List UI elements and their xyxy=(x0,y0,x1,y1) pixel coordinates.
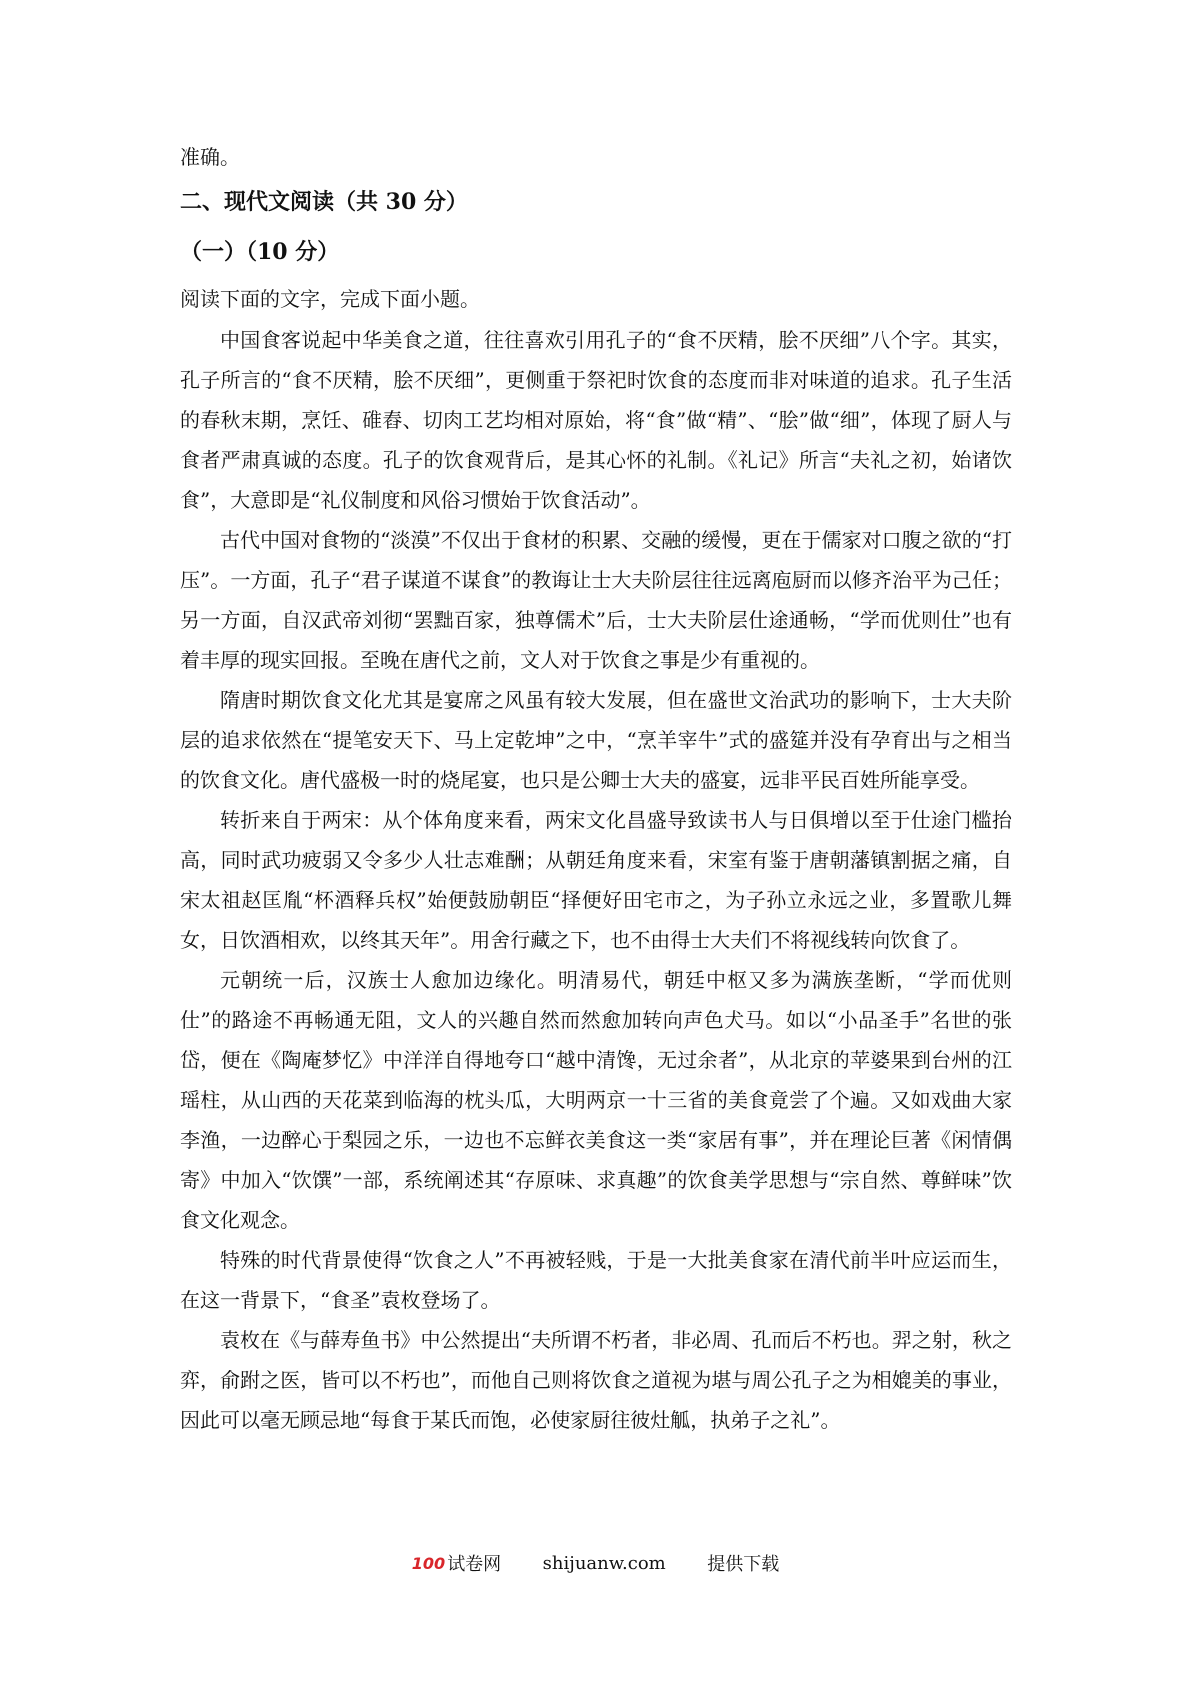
paragraph-3: 隋唐时期饮食文化尤其是宴席之风虽有较大发展，但在盛世文治武功的影响下，士大夫阶层的追求依然在“提笔安天下、马上定乾坤”之中，“烹羊宰牛”式的盛筵并没有孕育出与之相当的饮食文化。唐代盛极一时的烧尾宴，也只是公卿士大夫的盛宴，远非平民百姓所能享受。 xyxy=(180,688,1012,792)
subsection-title: （一）（10 分） xyxy=(180,239,340,265)
paragraph-6: 特殊的时代背景使得“饮食之人”不再被轻贱，于是一大批美食家在清代前半叶应运而生，在这一背景下，“食圣”袁枚登场了。 xyxy=(180,1248,1012,1312)
instruction: 阅读下面的文字，完成下面小题。 xyxy=(180,287,480,311)
paragraph-2: 古代中国对食物的“淡漠”不仅出于食材的积累、交融的缓慢，更在于儒家对口腹之欲的“打压”。一方面，孔子“君子谋道不谋食”的教诲让士大夫阶层往往远离庖厨而以修齐治平为己任；另一方面，自汉武帝刘彻“罢黜百家，独尊儒术”后，士大夫阶层仕途通畅，“学而优则仕”也有着丰厚的现实回报。至晚在唐代之前，文人对于饮食之事是少有重视的。 xyxy=(180,528,1012,672)
paragraph-4: 转折来自于两宋：从个体角度来看，两宋文化昌盛导致读书人与日俱增以至于仕途门槛抬高，同时武功疲弱又令多少人壮志难酬；从朝廷角度来看，宋室有鉴于唐朝藩镇割据之痛，自宋太祖赵匡胤“杯酒释兵权”始便鼓励朝臣“择便好田宅市之，为子孙立永远之业，多置歌儿舞女，日饮酒相欢，以终其天年”。用舍行藏之下，也不由得士大夫们不将视线转向饮食了。 xyxy=(180,808,1012,952)
paragraph-7: 袁枚在《与薛寿鱼书》中公然提出“夫所谓不朽者，非必周、孔而后不朽也。羿之射，秋之弈，俞跗之医，皆可以不朽也”，而他自己则将饮食之道视为堪与周公孔子之为相媲美的事业，因此可以毫无顾忌地“每食于某氏而饱，必使家厨往彼灶觚，执弟子之礼”。 xyxy=(180,1328,1012,1432)
page-body xyxy=(180,130,1012,1440)
footer xyxy=(0,1550,1191,1576)
previous-answer-tail: 准确。 xyxy=(180,145,240,169)
site-url[interactable]: shijuanw.com xyxy=(542,1552,666,1574)
paragraph-5: 元朝统一后，汉族士人愈加边缘化。明清易代，朝廷中枢又多为满族垄断，“学而优则仕”的路途不再畅通无阻，文人的兴趣自然而然愈加转向声色犬马。如以“小品圣手”名世的张岱，便在《陶庵梦忆》中洋洋自得地夸口“越中清馋，无过余者”，从北京的苹婆果到台州的江瑶柱，从山西的天花菜到临海的枕头瓜，大明两京一十三省的美食竟尝了个遍。又如戏曲大家李渔，一边醉心于梨园之乐，一边也不忘鲜衣美食这一类“家居有事”，并在理论巨著《闲情偶寄》中加入“饮馔”一部，系统阐述其“存原味、求真趣”的饮食美学思想与“宗自然、尊鲜味”饮食文化观念。 xyxy=(180,968,1012,1232)
site-logo-number: 100 xyxy=(411,1553,446,1573)
section-title: 二、现代文阅读（共 30 分） xyxy=(180,189,468,215)
site-logo-text: 试卷网 xyxy=(447,1554,502,1575)
paragraph-1: 中国食客说起中华美食之道，往往喜欢引用孔子的“食不厌精，脍不厌细”八个字。其实，孔子所言的“食不厌精，脍不厌细”，更侧重于祭祀时饮食的态度而非对味道的追求。孔子生活的春秋末期，烹饪、碓舂、切肉工艺均相对原始，将“食”做“精”、“脍”做“细”，体现了厨人与食者严肃真诚的态度。孔子的饮食观背后，是其心怀的礼制。《礼记》所言“夫礼之初，始诸饮食”，大意即是“礼仪制度和风俗习惯始于饮食活动”。 xyxy=(180,328,1012,512)
footer-note: 提供下载 xyxy=(707,1554,780,1575)
